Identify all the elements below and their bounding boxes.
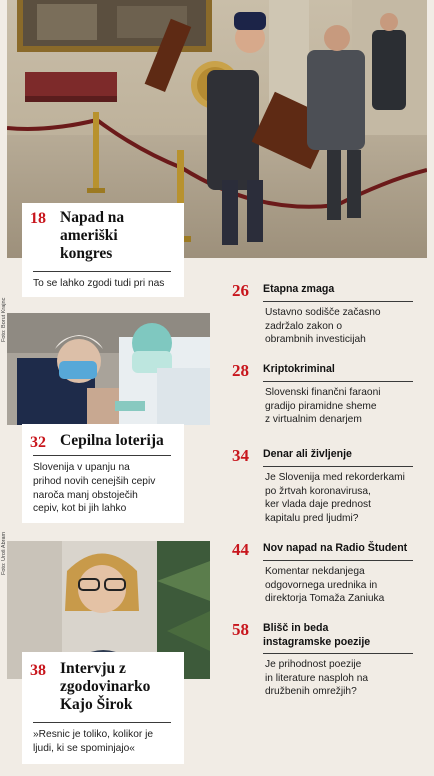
article-description: Slovenski finančni faraoni gradijo piramidne sheme z virtualnim denarjem xyxy=(265,387,381,426)
article-rule xyxy=(263,301,413,302)
article-description: »Resnic je toliko, kolikor je ljudi, ki se spominjajo« xyxy=(33,729,154,754)
article-title[interactable]: Denar ali življenje xyxy=(263,448,352,460)
article-rule xyxy=(263,560,413,561)
article-page-number: 34 xyxy=(232,446,249,465)
article-title[interactable]: Blišč in beda instagramske poezije xyxy=(263,622,371,648)
article-title: Cepilna loterija xyxy=(60,432,164,449)
article-description: Ustavno sodišče začasno zadržalo zakon o obrambnih investicijah xyxy=(265,307,381,346)
photo-credit: Foto: Uroš Abram xyxy=(1,531,7,575)
article-description: Je prihodnost poezije in literature nasploh na družbenih omrežjih? xyxy=(265,659,369,698)
article-page-number: 58 xyxy=(232,620,249,639)
article-page-number: 26 xyxy=(232,281,249,300)
article-title: Napad na ameriški kongres xyxy=(60,209,125,262)
vaccination-photo xyxy=(7,313,210,425)
article-title[interactable]: Etapna zmaga xyxy=(263,283,335,295)
article-rule xyxy=(263,381,413,382)
article-rule xyxy=(33,722,171,723)
article-description: Slovenija v upanju na prihod novih cenejših cepiv naroča manj obstoječih cepiv, kot bi jih lahko xyxy=(33,462,156,515)
article-page-number: 38 xyxy=(30,662,46,679)
article-rule xyxy=(33,455,171,456)
article-page-number: 32 xyxy=(30,434,46,451)
article-description: To se lahko zgodi tudi pri nas xyxy=(33,278,165,289)
article-rule xyxy=(263,466,413,467)
article-page-number: 44 xyxy=(232,540,249,559)
article-description: Je Slovenija med rekorderkami po žrtvah koronavirusa, ker vlada daje prednost kapitalu pred ljudmi? xyxy=(265,472,405,525)
article-title[interactable]: Nov napad na Radio Študent xyxy=(263,542,408,554)
photo-credit: Foto: Borut Krajnc xyxy=(1,297,7,342)
article-title: Intervju z zgodovinarko Kajo Širok xyxy=(60,660,151,713)
article-title[interactable]: Kriptokriminal xyxy=(263,363,335,375)
article-description: Komentar nekdanjega odgovornega urednika in direktorja Tomaža Zaniuka xyxy=(265,566,385,605)
article-page-number: 28 xyxy=(232,361,249,380)
article-rule xyxy=(263,653,413,654)
article-page-number: 18 xyxy=(30,210,46,227)
article-rule xyxy=(33,271,171,272)
